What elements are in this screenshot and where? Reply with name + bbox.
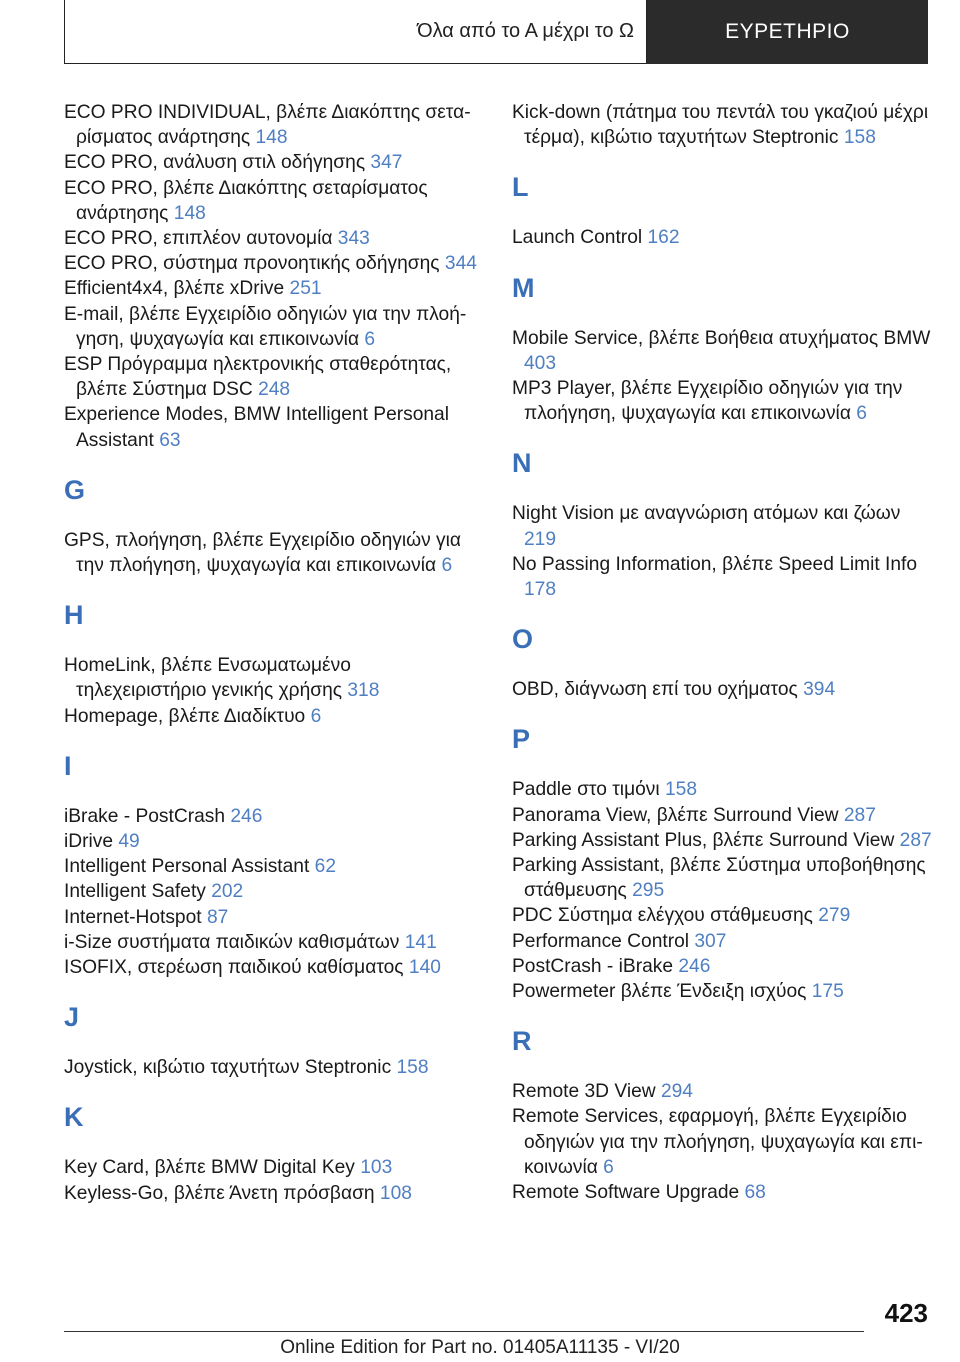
page-link[interactable]: 394 (803, 679, 836, 701)
index-entry (64, 1055, 484, 1080)
page-link[interactable]: 246 (230, 805, 263, 827)
index-entry (64, 804, 484, 829)
index-entry (64, 100, 484, 150)
index-entry-text: iBrake - PostCrash (64, 805, 226, 827)
page-link[interactable]: 295 (632, 880, 665, 902)
index-entry-text: Mobile Service, βλέπε Βοήθεια ατυχήματος BMW (512, 327, 931, 349)
index-entry (64, 879, 484, 904)
index-entry-text: Paddle στο τιμόνι (512, 779, 660, 801)
index-entry-text: Launch Control (512, 227, 643, 249)
page-link[interactable]: 251 (289, 278, 322, 300)
index-entry-text: OBD, διάγνωση επί του οχήματος (512, 679, 798, 701)
index-entry (512, 1079, 932, 1104)
index-entry-text: Intelligent Personal Assistant (64, 856, 310, 878)
index-entry (512, 828, 932, 853)
index-entry (512, 803, 932, 828)
index-entry (64, 905, 484, 930)
index-entry-text: Remote Software Upgrade (512, 1182, 740, 1204)
index-entry (512, 552, 932, 602)
index-entry (512, 853, 932, 903)
page-link[interactable]: 175 (811, 981, 844, 1003)
index-entry-text: ECO PRO, σύστημα προνοητικής οδήγησης (64, 253, 440, 275)
index-entry (512, 954, 932, 979)
footer-divider (64, 1331, 864, 1332)
index-entry-text: ECO PRO, βλέπε Διακόπτης σεταρίσματος ανάρτησης (64, 177, 428, 224)
index-letter: R (512, 1026, 532, 1057)
index-entry (64, 653, 484, 703)
index-entry-text: Keyless-Go, βλέπε Άνετη πρόσβαση (64, 1182, 375, 1204)
page-link[interactable]: 87 (206, 906, 229, 928)
page-link[interactable]: 162 (647, 227, 680, 249)
page-link[interactable]: 307 (694, 930, 727, 952)
index-letter: N (512, 448, 532, 479)
index-entry (512, 100, 932, 150)
page-link[interactable]: 158 (665, 779, 698, 801)
index-letter: P (512, 724, 531, 755)
index-entry-text: Internet-Hotspot (64, 906, 202, 928)
section-title: Όλα από το Α μέχρι το Ω (64, 0, 647, 64)
index-entry (64, 704, 484, 729)
index-column-right (512, 100, 932, 1205)
page-link[interactable]: 62 (314, 856, 337, 878)
index-entry-text: Night Vision με αναγνώριση ατόμων και ζώων (512, 503, 901, 525)
page-link[interactable]: 148 (255, 127, 288, 149)
chapter-tab[interactable]: ΕΥΡΕΤΗΡΙΟ (647, 0, 928, 64)
page-link[interactable]: 403 (524, 352, 557, 374)
page-link[interactable]: 6 (364, 328, 376, 350)
index-entry-text: ECO PRO INDIVIDUAL, βλέπε Διακόπτης σετα- ρίσματος ανάρτησης (64, 102, 471, 149)
page-link[interactable]: 294 (660, 1081, 693, 1103)
index-letter: I (64, 750, 72, 781)
index-entry (64, 528, 484, 578)
index-entry-text: E-mail, βλέπε Εγχειρίδιο οδηγιών για την πλοή- γηση, ψυχαγωγία και επικοινωνία (64, 303, 467, 350)
page-link[interactable]: 178 (524, 579, 557, 601)
index-entry-text: Joystick, κιβώτιο ταχυτήτων Steptronic (64, 1057, 392, 1079)
index-entry-text: iDrive (64, 831, 114, 853)
index-entry (64, 302, 484, 352)
page-link[interactable]: 219 (524, 528, 557, 550)
index-entry-text: Intelligent Safety (64, 881, 206, 903)
index-letter: K (64, 1102, 84, 1133)
page-link[interactable]: 108 (379, 1182, 412, 1204)
index-entry-text: Remote 3D View (512, 1081, 656, 1103)
index-entry (64, 226, 484, 251)
page-link[interactable]: 158 (396, 1057, 429, 1079)
index-entry-text: Panorama View, βλέπε Surround View (512, 804, 839, 826)
index-letter: O (512, 624, 534, 655)
page-link[interactable]: 140 (408, 957, 441, 979)
index-entry-text: Experience Modes, BMW Intelligent Personal Assistant (64, 404, 449, 451)
page-link[interactable]: 6 (310, 705, 322, 727)
index-entry (512, 1104, 932, 1180)
index-entry (64, 1155, 484, 1180)
index-letter: L (512, 172, 529, 203)
page-link[interactable]: 6 (856, 403, 867, 425)
index-entry-text: HomeLink, βλέπε Ενσωματωμένο τηλεχειριστήριο γενικής χρήσης (64, 655, 351, 702)
index-entry-text: Kick-down (πάτημα του πεντάλ του γκαζιού μέχρι τέρμα), κιβώτιο ταχυτήτων Steptronic (512, 102, 929, 149)
page-link[interactable]: 246 (678, 955, 711, 977)
page-link[interactable]: 49 (118, 831, 140, 853)
index-entry-text: ISOFIX, στερέωση παιδικού καθίσματος (64, 957, 404, 979)
page-link[interactable]: 347 (370, 152, 403, 174)
index-entry (64, 955, 484, 980)
index-entry (64, 276, 484, 301)
index-entry (512, 1180, 932, 1205)
index-entry-text: Efficient4x4, βλέπε xDrive (64, 278, 285, 300)
index-entry-text: ESP Πρόγραμμα ηλεκτρονικής σταθερότητας, βλέπε Σύστημα DSC (64, 354, 452, 401)
index-letter: J (64, 1002, 80, 1033)
index-entry-text: ECO PRO, επιπλέον αυτονομία (64, 228, 333, 250)
index-entry-text: Parking Assistant Plus, βλέπε Surround View (512, 829, 895, 851)
page-link[interactable]: 68 (744, 1182, 766, 1204)
page-link[interactable]: 6 (441, 555, 453, 577)
page-link[interactable]: 141 (404, 931, 437, 953)
index-letter: G (64, 474, 86, 505)
index-entry (512, 677, 932, 702)
index-entry (64, 150, 484, 175)
page-link[interactable]: 202 (211, 881, 244, 903)
index-letter: H (64, 600, 84, 631)
footer-edition: Online Edition for Part no. 01405A11135 - VI/20 (280, 1337, 680, 1358)
page-header (64, 0, 928, 64)
index-entry (64, 402, 484, 452)
index-entry-text: No Passing Information, βλέπε Speed Limit Info (512, 553, 918, 575)
index-entry-text: Remote Services, εφαρμογή, βλέπε Εγχειρίδιο οδηγιών για την πλοήγηση, ψυχαγωγία και επι- κοινωνία (512, 1106, 923, 1178)
page-link[interactable]: 148 (173, 202, 206, 224)
index-entry-text: Powermeter βλέπε Ένδειξη ισχύος (512, 981, 807, 1003)
index-entry (64, 352, 484, 402)
page-link[interactable]: 63 (159, 429, 181, 451)
page-link[interactable]: 6 (603, 1156, 614, 1178)
index-entry-text: i-Size συστήματα παιδικών καθισμάτων (64, 931, 400, 953)
index-column-left (64, 100, 484, 1206)
page-link[interactable]: 279 (818, 905, 851, 927)
index-entry (512, 777, 932, 802)
index-entry (512, 376, 932, 426)
page-number: 423 (884, 1298, 928, 1328)
page-link[interactable]: 248 (258, 379, 291, 401)
page-link[interactable]: 103 (360, 1157, 393, 1179)
page-link[interactable]: 343 (337, 228, 370, 250)
index-entry (64, 1181, 484, 1206)
index-entry-text: Homepage, βλέπε Διαδίκτυο (64, 705, 306, 727)
index-entry (512, 929, 932, 954)
index-entry (512, 979, 932, 1004)
index-entry-text: GPS, πλοήγηση, βλέπε Εγχειρίδιο οδηγιών για την πλοήγηση, ψυχαγωγία και επικοινωνία (64, 529, 461, 577)
index-entry-text: Parking Assistant, βλέπε Σύστημα υποβοήθησης στάθμευσης (512, 855, 926, 902)
index-entry-text: PDC Σύστημα ελέγχου στάθμευσης (512, 905, 813, 927)
index-entry (512, 326, 932, 376)
index-entry-text: PostCrash - iBrake (512, 955, 674, 977)
index-entry (512, 225, 932, 250)
index-entry-text: MP3 Player, βλέπε Εγχειρίδιο οδηγιών για την πλοήγηση, ψυχαγωγία και επικοινωνία (512, 378, 903, 425)
index-entry (512, 903, 932, 928)
page-link[interactable]: 158 (843, 127, 876, 149)
index-entry (64, 930, 484, 955)
page-link[interactable]: 344 (444, 253, 477, 275)
index-entry (64, 829, 484, 854)
page-link[interactable]: 287 (899, 829, 932, 851)
index-entry (64, 854, 484, 879)
index-entry (512, 501, 932, 551)
index-entry (64, 176, 484, 226)
index-entry-text: Performance Control (512, 930, 690, 952)
index-entry-text: ECO PRO, ανάλυση στιλ οδήγησης (64, 152, 366, 174)
index-entry-text: Key Card, βλέπε BMW Digital Key (64, 1157, 355, 1179)
index-letter: M (512, 272, 535, 303)
page-link[interactable]: 318 (347, 680, 380, 702)
page-link[interactable]: 287 (843, 804, 876, 826)
index-entry (64, 251, 484, 276)
